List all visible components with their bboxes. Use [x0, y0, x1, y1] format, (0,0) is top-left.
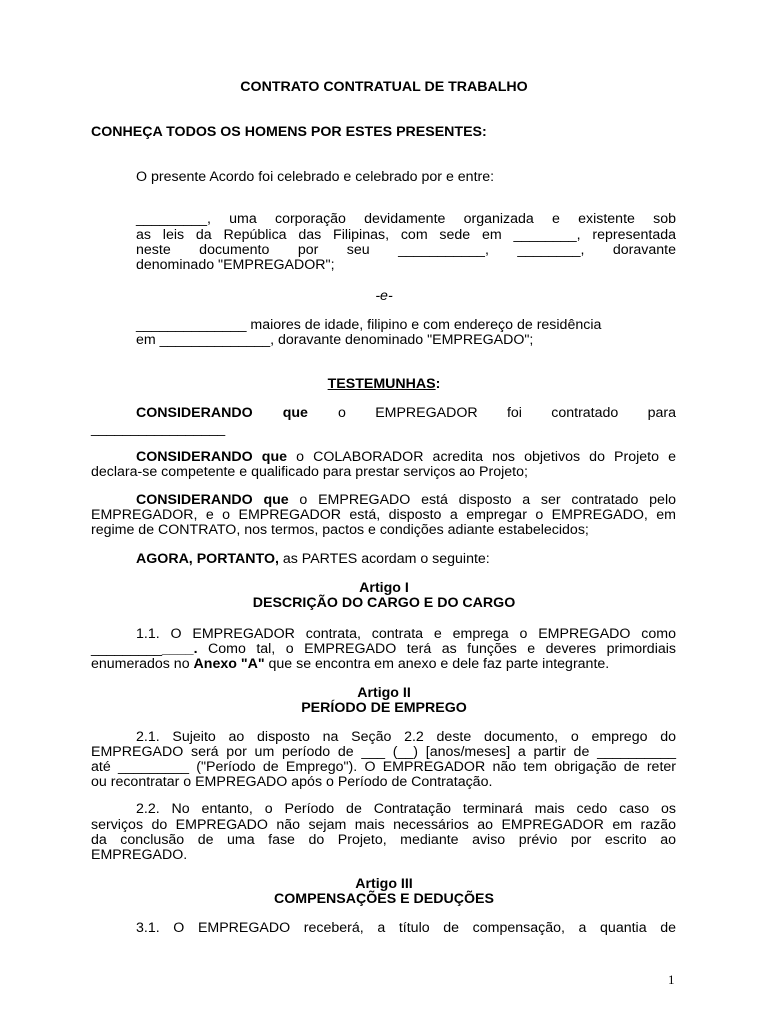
article3-label: Artigo III [355, 876, 413, 892]
whereas2-line1: CONSIDERANDO que o COLABORADOR acredita nos objetivos do Projeto e [136, 449, 676, 465]
preamble: CONHEÇA TODOS OS HOMENS POR ESTES PRESENTES: [91, 124, 487, 140]
whereas2-line2: declara-se competente e qualificado para prestar serviços ao Projeto; [91, 464, 528, 480]
clause-2-2-line: 2.2. No entanto, o Período de Contratação terminará mais cedo caso os [136, 801, 676, 817]
clause-2-1-line: ou recontratar o EMPREGADO após o Período de Contratação. [91, 774, 493, 790]
clause-2-2-line: EMPREGADO. [91, 847, 188, 863]
party1-line: denominado "EMPREGADOR"; [136, 257, 335, 273]
whereas3-line2: EMPREGADOR, e o EMPREGADOR está, disposto a empregar o EMPREGADO, em [91, 507, 676, 523]
article1-label: Artigo I [359, 580, 409, 596]
party2-line: ______________ maiores de idade, filipino e com endereço de residência [136, 317, 602, 333]
clause-2-2-line: da conclusão de uma fase do Projeto, mediante aviso prévio por escrito ao [91, 832, 676, 848]
clause-1-1-line2: _____________. Como tal, o EMPREGADO terá as funções e deveres primordiais [91, 641, 676, 657]
clause-1-1-line3: enumerados no Anexo "A" que se encontra em anexo e dele faz parte integrante. [91, 656, 610, 672]
whereas1-rest: o EMPREGADOR foi contratado para [338, 405, 676, 421]
party1-line: neste documento por seu ___________, ________, doravante [136, 242, 676, 258]
article2-title: PERÍODO DE EMPREGO [301, 700, 467, 716]
clause-3-1-line: 3.1. O EMPREGADO receberá, a título de compensação, a quantia de [136, 920, 676, 936]
whereas1-line1: CONSIDERANDO que o EMPREGADOR foi contratado para [136, 405, 676, 421]
intro-text: O presente Acordo foi celebrado e celebrado por e entre: [136, 169, 495, 185]
page-number: 1 [668, 972, 675, 987]
clause-2-2-line: serviços do EMPREGADO não sejam mais necessários ao EMPREGADOR em razão [91, 817, 676, 833]
now-therefore: AGORA, PORTANTO, as PARTES acordam o seguinte: [136, 551, 490, 567]
article2-label: Artigo II [357, 685, 411, 701]
whereas1-line2: _________________ [91, 421, 226, 437]
clause-2-1-line: EMPREGADO será por um período de ___ (__) [anos/meses] a partir de __________ [91, 744, 676, 760]
party2-line: em ______________, doravante denominado "EMPREGADO"; [136, 332, 534, 348]
conjunction: -e- [375, 288, 393, 304]
whereas3-line3: regime de CONTRATO, nos termos, pactos e condições adiante estabelecidos; [91, 522, 589, 538]
document-title: CONTRATO CONTRATUAL DE TRABALHO [240, 79, 528, 95]
party1-line: _________, uma corporação devidamente organizada e existente sob [136, 211, 676, 227]
whereas3-line1: CONSIDERANDO que o EMPREGADO está disposto a ser contratado pelo [136, 492, 676, 508]
clause-2-1-line: até _________ ("Período de Emprego"). O EMPREGADOR não tem obrigação de reter [91, 759, 676, 775]
article3-title: COMPENSAÇÕES E DEDUÇÕES [274, 891, 494, 907]
clause-1-1-line1: 1.1. O EMPREGADOR contrata, contrata e emprega o EMPREGADO como [136, 626, 676, 642]
clause-2-1-line: 2.1. Sujeito ao disposto na Seção 2.2 deste documento, o emprego do [136, 729, 676, 745]
article1-title: DESCRIÇÃO DO CARGO E DO CARGO [252, 595, 516, 611]
party1-line: as leis da República das Filipinas, com sede em ________, representada [136, 227, 676, 243]
witnesses-heading: TESTEMUNHAS: [327, 376, 441, 392]
